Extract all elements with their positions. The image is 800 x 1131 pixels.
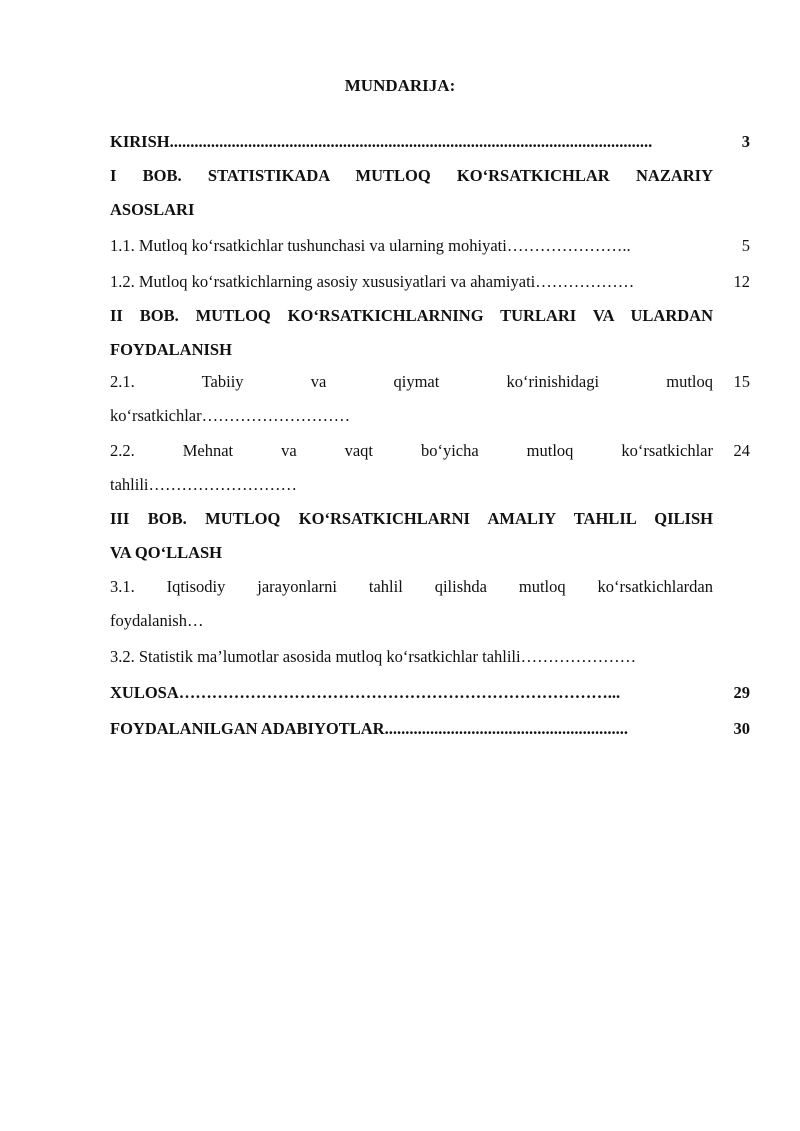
toc-entry-text-line2: ko‘rsatkichlar……………………… — [110, 406, 351, 425]
toc-page-number: 30 — [733, 719, 750, 738]
toc-entry-text-line2: FOYDALANISH — [110, 340, 232, 359]
toc-entry-text: KIRISH..................................................................................................................... — [110, 132, 653, 151]
toc-section-2-2[interactable] — [110, 434, 750, 502]
toc-page-number: 5 — [741, 236, 750, 255]
toc-section-3-2[interactable] — [110, 640, 750, 674]
toc-chapter-2[interactable] — [110, 299, 750, 367]
toc-chapter-1[interactable] — [110, 159, 750, 227]
toc-entry-text-line2: foydalanish… — [110, 611, 204, 630]
toc-entry-text: XULOSA……………………………………………………………………... — [110, 683, 621, 702]
page-title: MUNDARIJA: — [344, 76, 456, 95]
toc-entry-text: 3.2. Statistik ma’lumotlar asosida mutloq ko‘rsatkichlar tahlili………………… — [110, 647, 637, 666]
toc-entry-text-line2: ASOSLARI — [110, 200, 195, 219]
toc-entry-text-line2: tahlili……………………… — [110, 475, 297, 494]
toc-page-number: 12 — [733, 272, 750, 291]
toc-section-3-1[interactable] — [110, 570, 750, 638]
toc-entry-adabiyotlar[interactable] — [110, 712, 750, 746]
toc-entry-text-line1: II BOB. MUTLOQ KO‘RSATKICHLARNING TURLARI VA ULARDAN — [110, 306, 713, 325]
toc-entry-text-line1: III BOB. MUTLOQ KO‘RSATKICHLARNI AMALIY TAHLIL QILISH — [110, 509, 713, 528]
toc-page-number: 24 — [733, 441, 750, 460]
toc-entry-text: 1.2. Mutloq ko‘rsatkichlarning asosiy xususiyatlari va ahamiyati……………… — [110, 272, 635, 291]
toc-entry-text: FOYDALANILGAN ADABIYOTLAR........................................................... — [110, 719, 628, 738]
toc-entry-xulosa[interactable] — [110, 676, 750, 710]
toc-section-1-1[interactable] — [110, 229, 750, 263]
toc-page-number: 15 — [733, 372, 750, 391]
toc-entry-kirish[interactable] — [110, 125, 750, 159]
toc-section-1-2[interactable] — [110, 265, 750, 299]
toc-section-2-1[interactable] — [110, 365, 750, 433]
toc-entry-text-line1: 2.2. Mehnat va vaqt bo‘yicha mutloq ko‘rsatkichlar — [110, 441, 713, 460]
toc-entry-text-line1: 2.1. Tabiiy va qiymat ko‘rinishidagi mutloq — [110, 372, 713, 391]
toc-page-number: 3 — [741, 132, 750, 151]
toc-entry-text-line2: VA QO‘LLASH — [110, 543, 223, 562]
toc-page-number: 29 — [733, 683, 750, 702]
toc-entry-text-line1: 3.1. Iqtisodiy jarayonlarni tahlil qilishda mutloq ko‘rsatkichlardan — [110, 577, 713, 596]
toc-entry-text: 1.1. Mutloq ko‘rsatkichlar tushunchasi va ularning mohiyati………………….. — [110, 236, 631, 255]
toc-chapter-3[interactable] — [110, 502, 750, 570]
toc-entry-text-line1: I BOB. STATISTIKADA MUTLOQ KO‘RSATKICHLAR NAZARIY — [110, 166, 713, 185]
